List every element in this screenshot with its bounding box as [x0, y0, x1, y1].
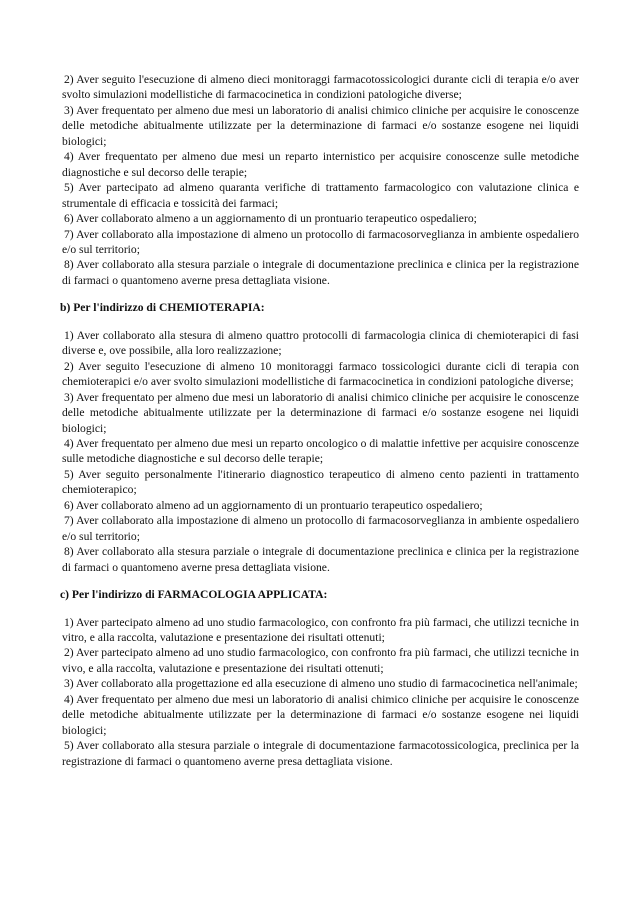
spacer [60, 288, 579, 300]
section-c-item-4: 4) Aver frequentato per almeno due mesi un laboratorio di analisi chimico cliniche per acquisire le conoscenze delle metodiche abitualmente utilizzate per la determinazione di farmaci e/o sostanze esogene nei liquidi biologici; [62, 692, 579, 737]
section-c-item-5: 5) Aver collaborato alla stesura parziale o integrale di documentazione farmacotossicologica, preclinica per la registrazione di farmaci o quantomeno averne presa dettagliata visione. [62, 739, 579, 768]
intro-item-6: 6) Aver collaborato almeno a un aggiornamento di un prontuario terapeutico ospedaliero; [64, 212, 477, 226]
intro-item-3: 3) Aver frequentato per almeno due mesi un laboratorio di analisi chimico cliniche per acquisire le conoscenze delle metodiche abitualmente utilizzate per la determinazione di farmaci e/o sostanze esogene nei liquidi biologici; [62, 103, 579, 148]
section-b-item-7: 7) Aver collaborato alla impostazione di almeno un protocollo di farmacosorveglianza in ambiente ospedaliero e/o sul territorio; [62, 514, 579, 543]
section-b-item-8: 8) Aver collaborato alla stesura parziale o integrale di documentazione preclinica e clinica per la registrazione di farmaci o quantomeno averne presa dettagliata visione. [62, 545, 579, 574]
intro-item-4: 4) Aver frequentato per almeno due mesi un reparto internistico per acquisire conoscenze sulle metodiche diagnostiche e sul decorso delle terapie; [62, 150, 579, 179]
section-b-item-4: 4) Aver frequentato per almeno due mesi un reparto oncologico o di malattie infettive per acquisire conoscenze sulle metodiche diagnostiche e sul decorso delle terapie; [62, 436, 579, 466]
section-b-item-3: 3) Aver frequentato per almeno due mesi un laboratorio di analisi chimico cliniche per acquisire le conoscenze delle metodiche abitualmente utilizzate per la determinazione di farmaci e/o sostanze esogene nei liquidi biologici; [62, 390, 579, 435]
intro-item-8: 8) Aver collaborato alla stesura parziale o integrale di documentazione preclinica e clinica per la registrazione di farmaci o quantomeno averne presa dettagliata visione. [62, 258, 579, 287]
section-c-item-3: 3) Aver collaborato alla progettazione ed alla esecuzione di almeno uno studio di farmacocinetica nell'animale; [64, 677, 578, 691]
section-c-item-1: 1) Aver partecipato almeno ad uno studio farmacologico, con confronto fra più farmaci, che utilizzi tecniche in vitro, e alla raccolta, valutazione e presentazione dei risultati ottenuti; [62, 615, 579, 644]
spacer [60, 316, 579, 328]
section-c-item-2: 2) Aver partecipato almeno ad uno studio farmacologico, con confronto fra più farmaci, che utilizzi tecniche in vivo, e alla raccolta, valutazione e presentazione dei risultati ottenuti; [62, 646, 579, 675]
section-b-heading: b) Per l'indirizzo di CHEMIOTERAPIA: [60, 301, 265, 315]
intro-item-7: 7) Aver collaborato alla impostazione di almeno un protocollo di farmacosorveglianza in ambiente ospedaliero e/o sul territorio; [62, 227, 579, 256]
spacer [60, 575, 579, 587]
section-b-item-1: 1) Aver collaborato alla stesura di almeno quattro protocolli di farmacologia clinica di chemioterapici di fasi diverse e, ove possibile, alla loro realizzazione; [62, 328, 579, 358]
section-b-item-5: 5) Aver seguito personalmente l'itinerario diagnostico terapeutico di almeno cento pazienti in trattamento chemioterapico; [62, 467, 579, 497]
document-page [60, 72, 579, 769]
section-b-item-2: 2) Aver seguito l'esecuzione di almeno 10 monitoraggi farmaco tossicologici durante cicli di terapia con chemioterapici e/o aver svolto simulazioni modellistiche di farmacocinetica in condizioni patologiche diverse; [62, 359, 579, 389]
section-b-item-6: 6) Aver collaborato almeno ad un aggiornamento di un prontuario terapeutico ospedaliero; [64, 498, 483, 512]
section-c-heading: c) Per l'indirizzo di FARMACOLOGIA APPLICATA: [60, 588, 328, 602]
intro-item-5: 5) Aver partecipato ad almeno quaranta verifiche di trattamento farmacologico con valutazione clinica e strumentale di efficacia e tossicità dei farmaci; [62, 181, 579, 210]
intro-item-2: 2) Aver seguito l'esecuzione di almeno dieci monitoraggi farmacotossicologici durante cicli di terapia e/o aver svolto simulazioni modellistiche di farmacocinetica in condizioni patologiche diverse; [62, 73, 579, 102]
spacer [60, 603, 579, 615]
